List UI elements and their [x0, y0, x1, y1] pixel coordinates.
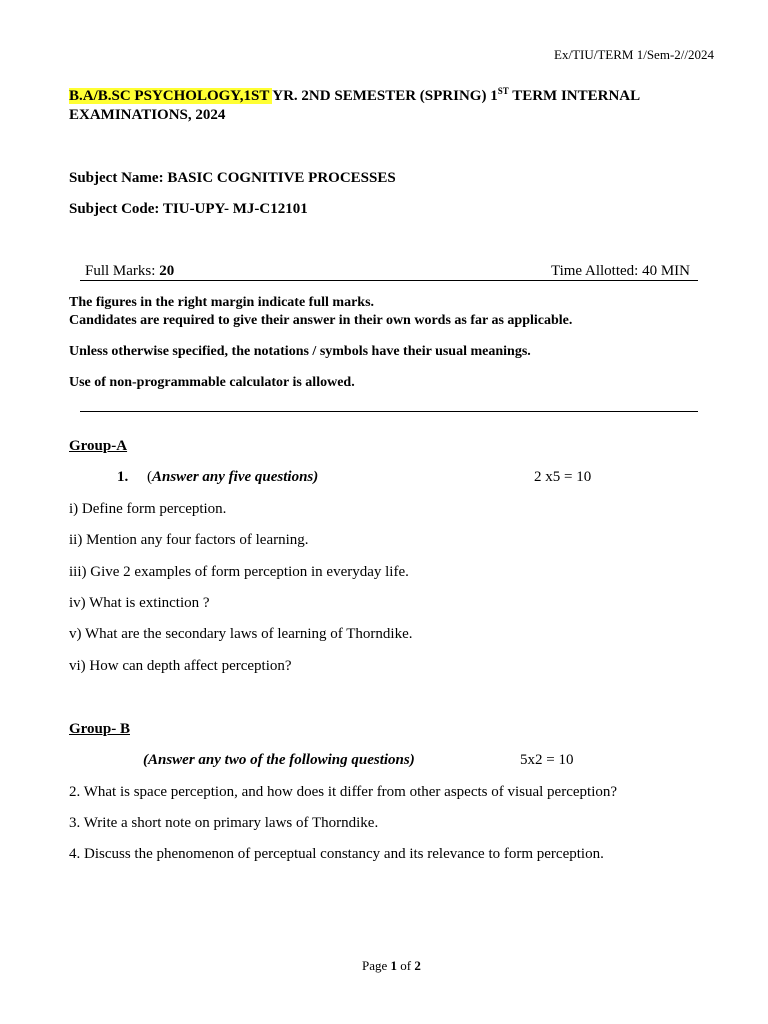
question-b-4: 4. Discuss the phenomenon of perceptual constancy and its relevance to form perception. — [69, 846, 604, 862]
instruction-2: Candidates are required to give their answer in their own words as far as applicable. — [69, 313, 573, 328]
group-a-instruction: (Answer any five questions) — [147, 469, 319, 485]
highlighted-program: B.A/B.SC PSYCHOLOGY,1ST — [69, 88, 273, 104]
subject-code: Subject Code: TIU-UPY- MJ-C12101 — [69, 201, 308, 217]
question-a-1: i) Define form perception. — [69, 501, 227, 517]
question-a-5: v) What are the secondary laws of learning of Thorndike. — [69, 626, 413, 642]
group-a-marks: 2 x5 = 10 — [534, 469, 592, 485]
exam-title-line2: EXAMINATIONS, 2024 — [69, 107, 226, 123]
instruction-4: Use of non-programmable calculator is allowed. — [69, 375, 355, 390]
question-a-6: vi) How can depth affect perception? — [69, 658, 292, 674]
instructions-rule — [80, 411, 698, 412]
marks-rule — [80, 280, 698, 281]
question-a-2: ii) Mention any four factors of learning. — [69, 532, 309, 548]
question-b-3: 3. Write a short note on primary laws of Thorndike. — [69, 815, 379, 831]
full-marks: Full Marks: 20 — [85, 263, 175, 279]
group-a-question-number: 1. — [117, 469, 129, 485]
question-b-2: 2. What is space perception, and how does it differ from other aspects of visual perception? — [69, 784, 618, 800]
subject-name: Subject Name: BASIC COGNITIVE PROCESSES — [69, 170, 396, 186]
group-b-marks: 5x2 = 10 — [520, 752, 574, 768]
exam-title: B.A/B.SC PSYCHOLOGY,1ST YR. 2ND SEMESTER (SPRING) 1ST TERM INTERNAL — [69, 86, 641, 104]
page-number: Page 1 of 2 — [362, 958, 421, 973]
document-reference: Ex/TIU/TERM 1/Sem-2//2024 — [554, 47, 714, 62]
instruction-1: The figures in the right margin indicate full marks. — [69, 295, 375, 310]
question-a-3: iii) Give 2 examples of form perception in everyday life. — [69, 564, 409, 580]
group-a-heading: Group-A — [69, 438, 128, 454]
question-a-4: iv) What is extinction ? — [69, 595, 210, 611]
group-b-instruction: (Answer any two of the following questions) — [143, 752, 415, 768]
time-allotted: Time Allotted: 40 MIN — [550, 263, 690, 279]
instruction-3: Unless otherwise specified, the notations / symbols have their usual meanings. — [69, 344, 531, 359]
group-b-heading: Group- B — [69, 721, 130, 737]
